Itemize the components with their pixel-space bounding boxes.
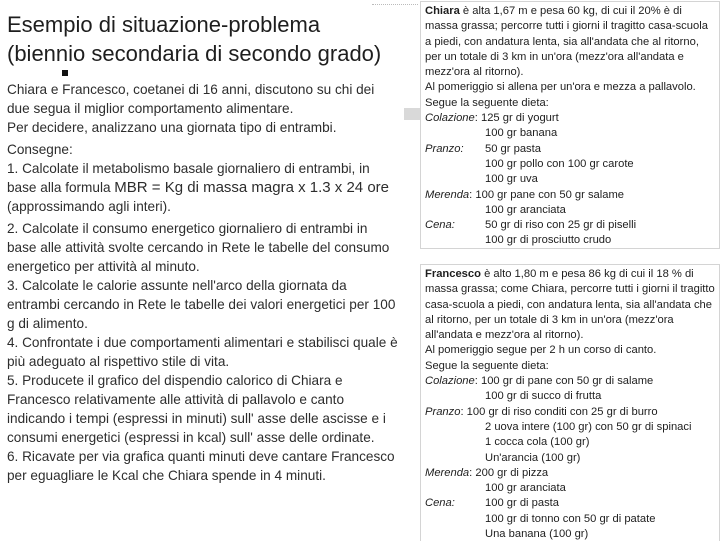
task-3: 3. Calcolate le calorie assunte nell'arco della giornata da entrambi cercando in Rete le tabelle dei valori energetici per 100 g di alimento. <box>7 278 396 331</box>
meal-label: Cena: <box>425 219 455 232</box>
meal-item: : 100 gr pane con 50 gr salame <box>469 188 625 201</box>
task-1-note: (approssimando agli interi). <box>7 199 171 214</box>
chiara-desc-text: è alta 1,67 m e pesa 60 kg, di cui il 20% è di massa grassa; percorre tutti i giorni il tragitto casa-scuola a piedi, con andatura lenta, sia all'andata che al ritorno, per un totale di 3 km in un'ora (mezz'ora all'andata e mezz'ora al ritorno). <box>425 5 708 79</box>
consegne-heading: Consegne: <box>7 142 73 157</box>
meal-item: 2 uova intere (100 gr) con 50 gr di spinaci <box>485 420 692 433</box>
francesco-diet-intro: Segue la seguente dieta: <box>425 359 549 372</box>
meal-item: : 100 gr di riso conditi con 25 gr di burro <box>460 405 658 418</box>
francesco-colazione <box>425 374 715 389</box>
meal-label: Pranzo: <box>425 142 464 155</box>
meal-item: 100 gr aranciata <box>485 482 566 495</box>
meal-label: Merenda <box>425 188 470 201</box>
intro-paragraph: Chiara e Francesco, coetanei di 16 anni, discutono su chi dei due segua il miglior comportamento alimentare. <box>7 82 375 116</box>
chiara-diet-intro: Segue la seguente dieta: <box>425 96 549 109</box>
title-line-2: (biennio secondaria di secondo grado) <box>7 41 382 66</box>
meal-label: Merenda <box>425 466 470 479</box>
meal-item: 100 gr aranciata <box>485 203 566 216</box>
decorative-block <box>404 108 420 120</box>
meal-item: 100 gr di tonno con 50 gr di patate <box>485 512 656 525</box>
task-2: 2. Calcolate il consumo energetico giornaliero di entrambi in base alle attività svolte cercando in Rete le tabelle del consumo energetico per attività al minuto. <box>7 221 390 274</box>
task-4: 4. Confrontate i due comportamenti alimentari e stabilisci quale è più adeguato al rispettivo stile di vita. <box>7 335 398 369</box>
meal-item: 100 gr di succo di frutta <box>485 390 602 403</box>
bullet-marker <box>62 70 68 76</box>
meal-item: 100 gr pollo con 100 gr carote <box>485 157 634 170</box>
francesco-desc-text: è alto 1,80 m e pesa 86 kg di cui il 18 % di massa grassa; come Chiara, percorre tutti i giorni il tragitto casa-scuola a piedi, con andatura lenta, sia all'andata che al ritorno, per un totale di 3 km in un'ora (mezz'ora all'andata e mezz'ora al ritorno). <box>425 268 715 342</box>
intro-paragraph-2: Per decidere, analizzano una giornata tipo di entrambi. <box>7 120 337 135</box>
meal-item: 50 gr di riso con 25 gr di piselli <box>485 219 637 232</box>
chiara-name: Chiara <box>425 5 460 17</box>
task-1 <box>7 159 399 216</box>
meal-item: Un'arancia (100 gr) <box>485 451 581 464</box>
francesco-name: Francesco <box>425 268 481 280</box>
chiara-merenda <box>425 188 715 203</box>
task-6: 6. Ricavate per via grafica quanti minuti deve cantare Francesco per eguagliare le Kcal che Chiara spende in 4 minuti. <box>7 449 395 483</box>
meal-label: Colazione <box>425 112 475 125</box>
meal-item: 100 gr di pasta <box>485 497 560 510</box>
francesco-afternoon: Al pomeriggio segue per 2 h un corso di canto. <box>425 344 657 357</box>
header-decoration <box>372 4 418 9</box>
chiara-cena <box>425 218 715 233</box>
meal-item: : 125 gr di yogurt <box>474 112 559 125</box>
task-5: 5. Producete il grafico del dispendio calorico di Chiara e Francesco relativamente alle attività di pallavolo e canto indicando i tempi (espressi in minuti) sull' asse delle ascisse e i consumi energetici (espressi in kcal) sull' asse delle ordinate. <box>7 373 386 445</box>
francesco-profile-box <box>420 264 720 541</box>
meal-item: 100 gr banana <box>485 127 558 140</box>
chiara-pranzo <box>425 142 715 157</box>
meal-label: Colazione <box>425 375 475 388</box>
chiara-afternoon: Al pomeriggio si allena per un'ora e mezza a pallavolo. <box>425 81 696 94</box>
meal-item: 50 gr pasta <box>485 142 541 155</box>
meal-item: : 200 gr di pizza <box>469 466 549 479</box>
task-1-text: 1. Calcolate il metabolismo basale giornaliero di entrambi, in base alla formula <box>7 161 370 195</box>
chiara-profile-box <box>420 1 720 249</box>
meal-label: Cena: <box>425 497 455 510</box>
page-title <box>7 10 402 68</box>
chiara-description <box>425 4 715 80</box>
francesco-cena <box>425 496 715 511</box>
francesco-pranzo <box>425 405 715 420</box>
meal-item: : 100 gr di pane con 50 gr di salame <box>474 375 654 388</box>
mbr-formula: MBR = Kg di massa magra x 1.3 x 24 ore <box>114 179 389 196</box>
chiara-colazione <box>425 111 715 126</box>
problem-text <box>7 80 399 485</box>
meal-item: 100 gr di prosciutto crudo <box>485 234 612 247</box>
meal-label: Pranzo <box>425 405 461 418</box>
meal-item: 100 gr uva <box>485 173 538 186</box>
meal-item: 1 cocca cola (100 gr) <box>485 436 590 449</box>
francesco-description <box>425 267 715 343</box>
meal-item: Una banana (100 gr) <box>485 528 589 541</box>
title-line-1: Esempio di situazione-problema <box>7 12 321 37</box>
francesco-merenda <box>425 466 715 481</box>
